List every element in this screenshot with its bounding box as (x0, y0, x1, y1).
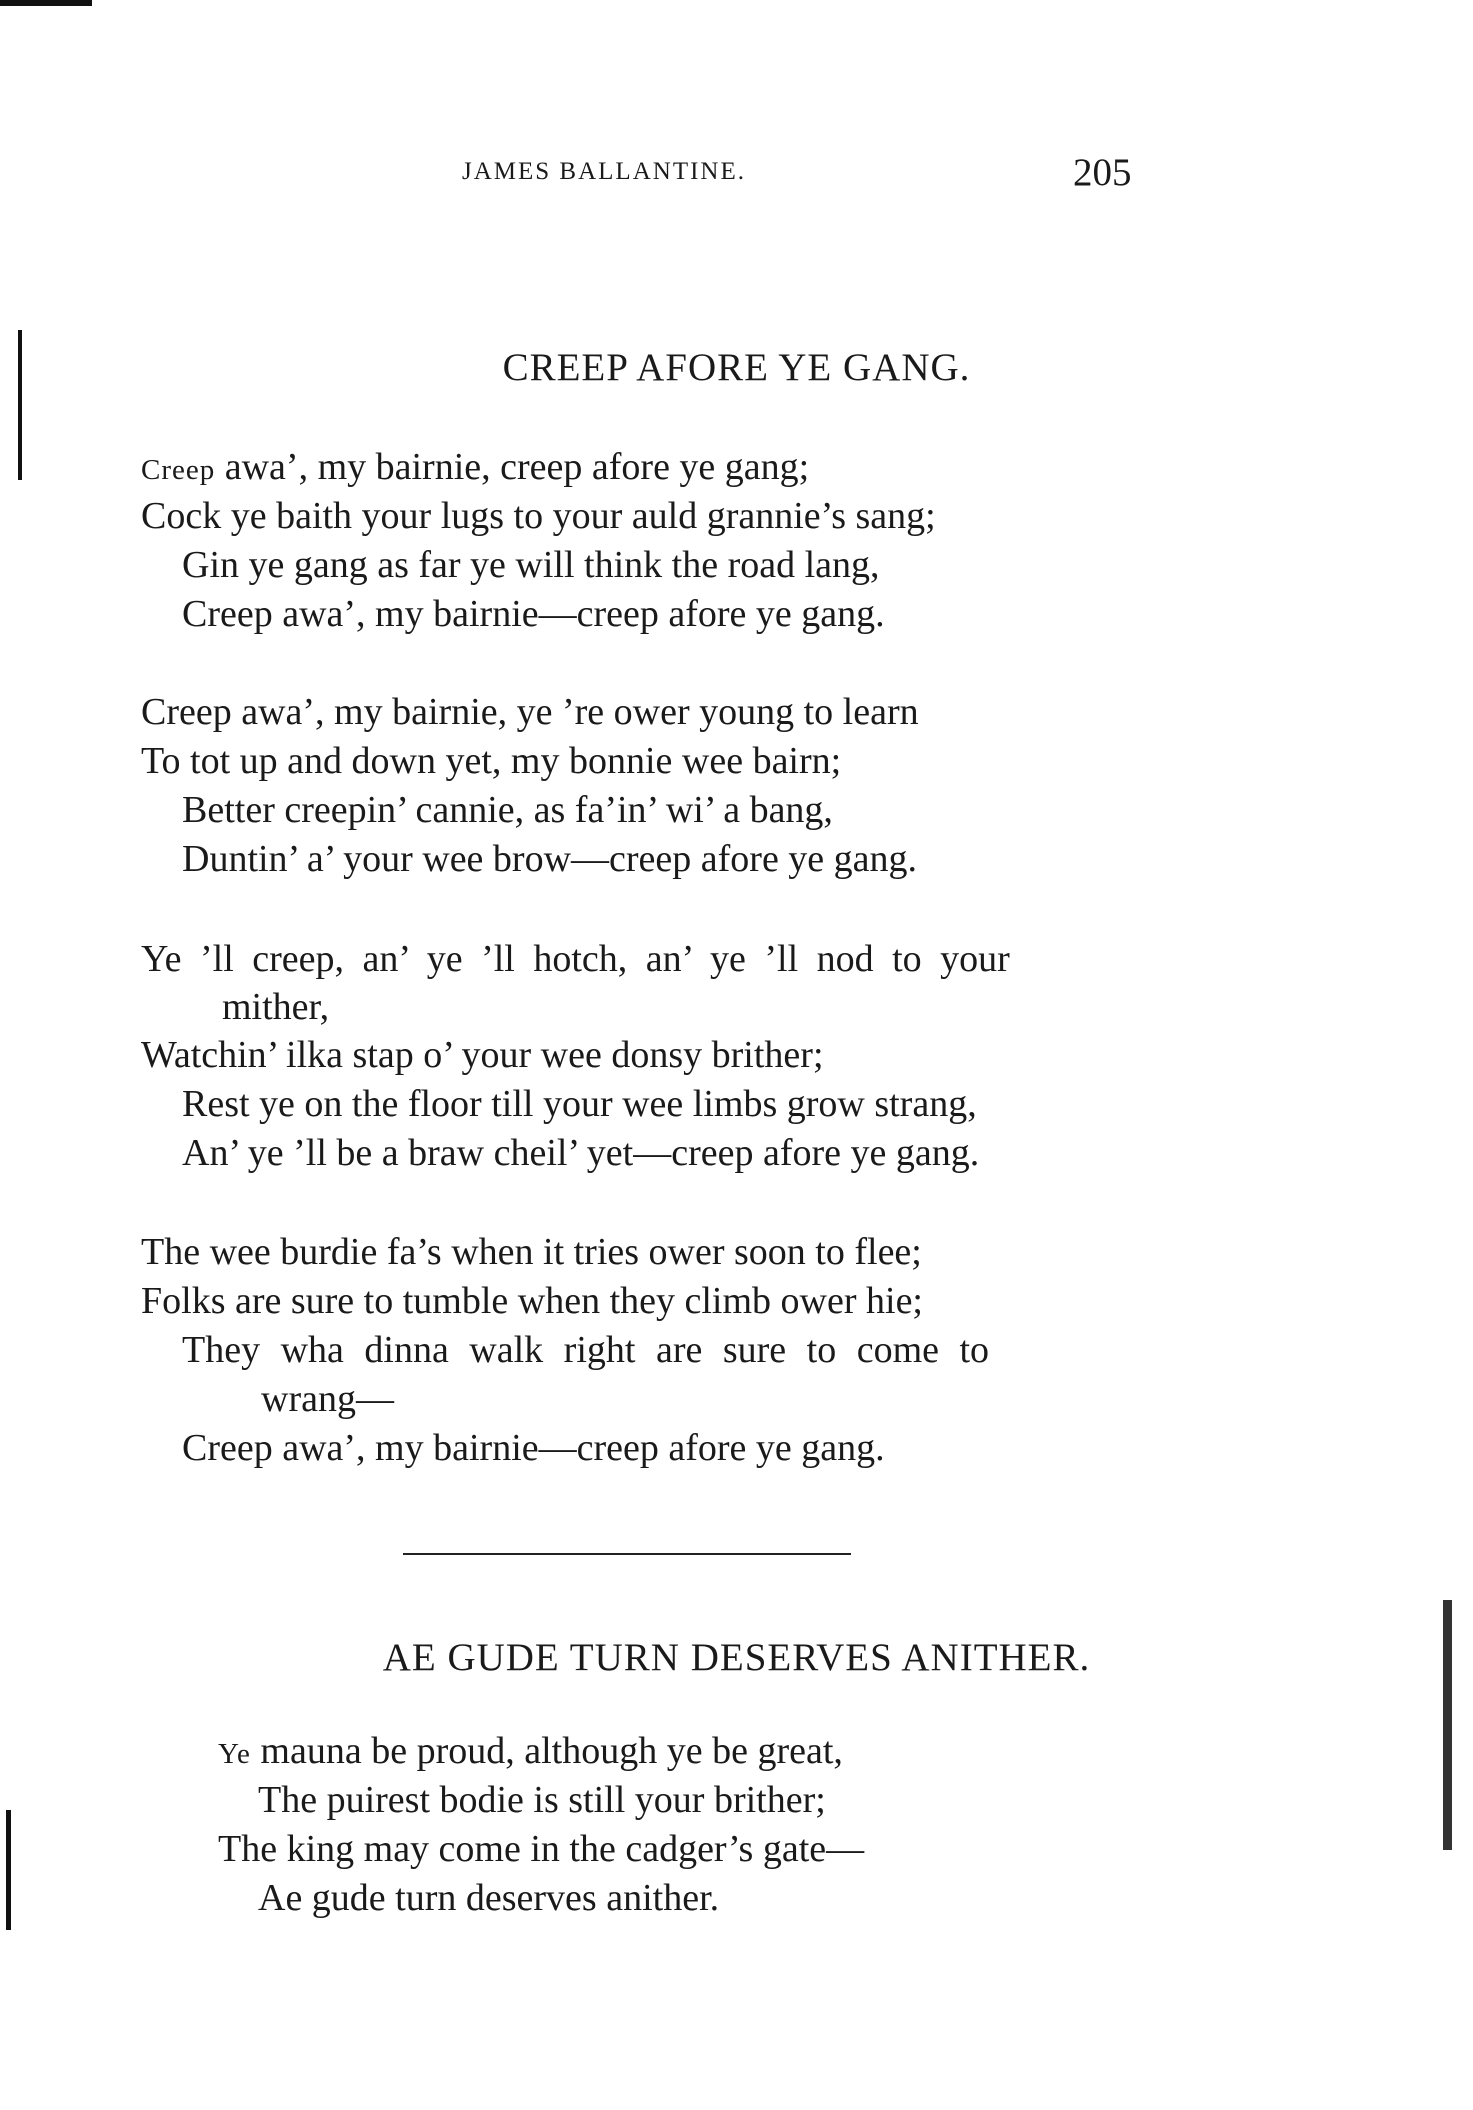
poem-line: They wha dinna walk right are sure to come to (182, 1329, 990, 1371)
scan-mark-top-left (0, 0, 92, 6)
poem-line: Duntin’ a’ your wee brow—creep afore ye gang. (182, 838, 918, 880)
poem-line: To tot up and down yet, my bonnie wee bairn; (141, 740, 842, 782)
poem-line: The king may come in the cadger’s gate— (218, 1828, 865, 1870)
poem-title: CREEP AFORE YE GANG. (502, 346, 971, 389)
section-divider (403, 1553, 851, 1555)
running-head-title: JAMES BALLANTINE. (462, 158, 746, 185)
poem-title: AE GUDE TURN DESERVES ANITHER. (382, 1636, 1091, 1679)
scan-mark-bottom-left (6, 1810, 11, 1930)
page-number: 205 (1073, 151, 1132, 194)
poem-line: Cock ye baith your lugs to your auld grannie’s sang; (141, 495, 936, 537)
poem-line: Folks are sure to tumble when they climb ower hie; (141, 1280, 923, 1322)
poem-line: Creep awa’, my bairnie—creep afore ye gang. (182, 593, 885, 635)
poem-line: Creep awa’, my bairnie, ye ’re ower young to learn (141, 691, 919, 733)
poem-line: An’ ye ’ll be a braw cheil’ yet—creep afore ye gang. (182, 1132, 980, 1174)
poem-line-continuation: mither, (222, 986, 330, 1028)
poem-line: The puirest bodie is still your brither; (258, 1779, 826, 1821)
poem-line: The wee burdie fa’s when it tries ower soon to flee; (141, 1231, 922, 1273)
initial-caps-word: Ye (218, 1738, 251, 1770)
poem-line: Ae gude turn deserves anither. (258, 1877, 720, 1919)
poem-line-continuation: wrang— (261, 1378, 394, 1420)
poem-line (218, 1732, 843, 1770)
line-text: mauna be proud, although ye be great, (250, 1730, 843, 1772)
initial-caps-word: Creep (141, 454, 216, 486)
poem-line: Watchin’ ilka stap o’ your wee donsy brither; (141, 1034, 824, 1076)
poem-line: Rest ye on the floor till your wee limbs grow strang, (182, 1083, 977, 1125)
line-text: awa’, my bairnie, creep afore ye gang; (215, 446, 810, 488)
poem-line: Ye ’ll creep, an’ ye ’ll hotch, an’ ye ’ll nod to your (141, 938, 1010, 980)
poem-line: Creep awa’, my bairnie—creep afore ye gang. (182, 1427, 885, 1469)
running-head (0, 150, 1473, 200)
poem-line: Gin ye gang as far ye will think the road lang, (182, 544, 880, 586)
poem-line (141, 448, 809, 486)
poem-line: Better creepin’ cannie, as fa’in’ wi’ a bang, (182, 789, 833, 831)
